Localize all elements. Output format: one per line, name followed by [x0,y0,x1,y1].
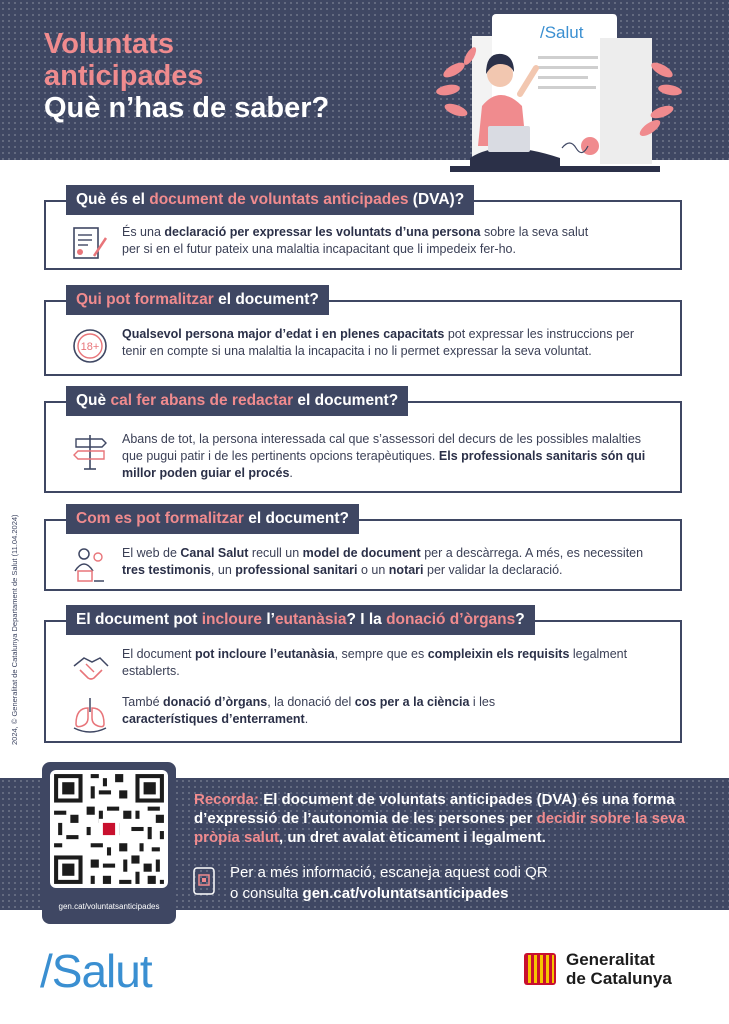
signpost-icon [70,431,110,471]
qr-url: gen.cat/voluntatsanticipades [58,902,160,911]
qr-scan-icon [192,866,220,896]
qr-code[interactable] [50,770,168,888]
info-link[interactable]: gen.cat/voluntatsanticipades [302,885,509,902]
generalitat-logo: Generalitat de Catalunya [522,950,672,988]
document-sign-icon [70,224,110,264]
illustration-salut-logo: /Salut [540,23,584,42]
more-info-text: Per a més informació, escaneja aquest codi QR o consulta gen.cat/voluntatsanticipades [230,864,548,902]
reminder-text: Recorda: El document de voluntats anticipades (DVA) és una forma d’expressió de l’autonomia de les persones per decidir sobre la seva pròpia salut, un dret avalat èticament i legalment. [194,791,686,846]
salut-logo: /Salut [40,945,152,997]
section-who-can: Qui pot formalitzar el document? 18+ Qualsevol persona major d’edat i en plenes capacitats pot expressar les instruccions per tenir en compte si una malaltia la incapacita i no li permet expressar la seva voluntat. [44,300,682,376]
section-heading: Què és el document de voluntats anticipades (DVA)? [66,185,474,215]
section-heading: El document pot incloure l’eutanàsia? I la donació d’òrgans? [66,605,535,635]
section-before-drafting: Què cal fer abans de redactar el document? Abans de tot, la persona interessada cal que s’assessori del decurs de les possibles malalties que pugui patir i de les pertinents opcions terapèutiques. Els professionals sanitaris són qui millor poden guiar el procés. [44,401,682,493]
section-how-formalize: Com es pot formalitzar el document? El web de Canal Salut recull un model de document per a descàrrega. A més, es necessiten tres testimonis, un professional sanitari o un notari per validar la declaració. [44,519,682,591]
handshake-icon [70,646,110,686]
section-heading: Qui pot formalitzar el document? [66,285,329,315]
lungs-icon [70,694,110,734]
section-what-is-dva: Què és el document de voluntats anticipades (DVA)? És una declaració per expressar les voluntats d’una persona sobre la seva salut per si en el futur pateix una malaltia incapacitant que li impedeix fer-ho. [44,200,682,270]
qr-card [42,762,176,924]
page-title: Voluntats anticipades Què n’has de saber? [44,28,330,124]
section-heading: Què cal fer abans de redactar el document? [66,386,408,416]
svg-text:18+: 18+ [80,341,100,353]
copyright-notice: 2024, © Generalitat de Catalunya Departament de Salut (11.04.2024) [10,514,19,745]
list-item: El document pot incloure l’eutanàsia, sempre que es compleixin els requisits legalment establerts. [70,646,642,686]
people-icon [70,545,110,585]
woman-laptop-illustration [430,8,700,183]
section-euthanasia-donation [44,611,682,743]
senyera-icon [522,951,558,987]
list-item: També donació d’òrgans, la donació del cos per a la ciència i les característiques d’enterrament. [70,694,522,734]
age-18-icon [70,326,110,366]
section-heading: Com es pot formalitzar el document? [66,504,359,534]
